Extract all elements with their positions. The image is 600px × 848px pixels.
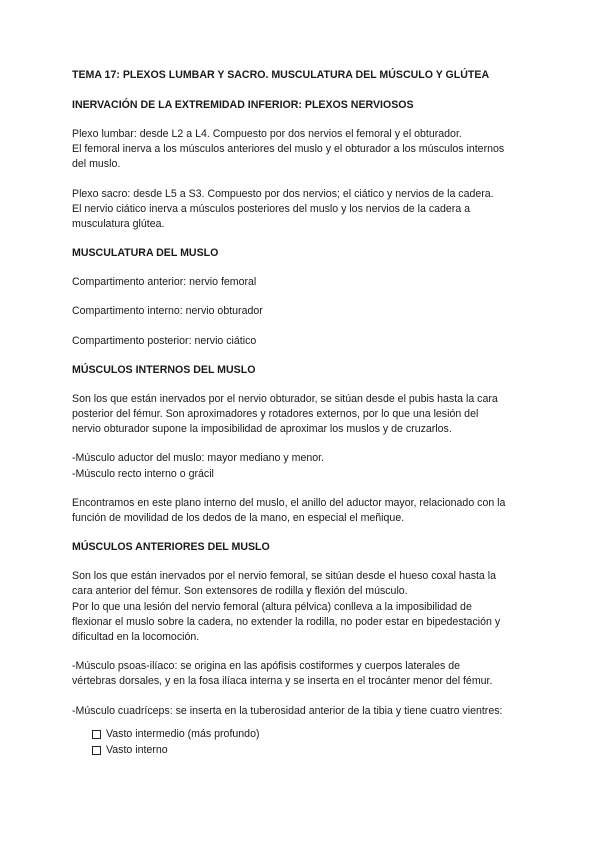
text-line: -Músculo psoas-ilíaco: se origina en las apófisis costiformes y cuerpos laterales de [72, 660, 461, 673]
text-line: -Músculo cuadríceps: se inserta en la tuberosidad anterior de la tibia y tiene cuatro vientres: [72, 704, 503, 717]
paragraph-psoas-iliaco [72, 659, 542, 689]
paragraph-compartimento-anterior [72, 275, 542, 290]
paragraph-internos-list [72, 451, 542, 481]
text-line: Compartimento anterior: nervio femoral [72, 276, 257, 289]
text-line: El nervio ciático inerva a músculos posteriores del muslo y los nervios de la cadera a [72, 202, 471, 215]
section-heading: MÚSCULOS INTERNOS DEL MUSLO [72, 363, 256, 376]
list-item-label: Vasto intermedio (más profundo) [106, 728, 260, 741]
text-line: posterior del fémur. Son aproximadores y rotadores externos, por lo que una lesión del [72, 408, 479, 421]
text-line: Plexo lumbar: desde L2 a L4. Compuesto por dos nervios el femoral y el obturador. [72, 128, 462, 140]
paragraph-anillo-aductor [72, 496, 542, 526]
text-line: -Músculo recto interno o grácil [72, 467, 214, 480]
paragraph-compartimento-interno [72, 304, 542, 319]
text-line: Por lo que una lesión del nervio femoral (altura pélvica) conlleva a la imposibilidad de [72, 600, 472, 613]
text-line: El femoral inerva a los músculos anteriores del muslo y el obturador a los músculos internos [72, 143, 505, 156]
list-item-label: Vasto interno [106, 744, 168, 757]
vastos-checklist [72, 727, 542, 759]
text-line: cara anterior del fémur. Son extensores de rodilla y flexión del músculo. [72, 585, 408, 598]
text-line: nervio obturador supone la imposibilidad de aproximar los muslos y de cruzarlos. [72, 423, 452, 436]
checkbox-icon [92, 746, 101, 755]
text-line: Plexo sacro: desde L5 a S3. Compuesto por dos nervios; el ciático y nervios de la cadera. [72, 187, 494, 200]
text-line: Compartimento posterior: nervio ciático [72, 334, 257, 347]
checkbox-icon [92, 730, 101, 739]
list-item [92, 727, 542, 743]
text-line: dificultad en la locomoción. [72, 631, 200, 644]
paragraph-compartimento-posterior [72, 334, 542, 349]
document-page [72, 68, 542, 759]
document-title: TEMA 17: PLEXOS LUMBAR Y SACRO. MUSCULATURA DEL MÚSCULO Y GLÚTEA [72, 69, 490, 81]
section-heading: MUSCULATURA DEL MUSLO [72, 247, 219, 260]
text-line: Son los que están inervados por el nervio obturador, se sitúan desde el pubis hasta la cara [72, 392, 498, 405]
text-line: Son los que están inervados por el nervio femoral, se sitúan desde el hueso coxal hasta la [72, 570, 497, 583]
text-line: función de movilidad de los dedos de la mano, en especial el meñique. [72, 512, 405, 525]
paragraph-plexo-lumbar [72, 127, 542, 173]
text-line: vértebras dorsales, y en la fosa ilíaca interna y se inserta en el trocánter menor del fémur. [72, 675, 493, 688]
paragraph-anteriores-intro [72, 569, 542, 645]
text-line: del muslo. [72, 158, 121, 171]
text-line: Encontramos en este plano interno del muslo, el anillo del aductor mayor, relacionado con la [72, 496, 506, 509]
text-line: Compartimento interno: nervio obturador [72, 305, 263, 318]
text-line: flexionar el muslo sobre la cadera, no extender la rodilla, no poder estar en bipedestación y [72, 615, 501, 628]
paragraph-internos-intro [72, 392, 542, 438]
section-heading: INERVACIÓN DE LA EXTREMIDAD INFERIOR: PLEXOS NERVIOSOS [72, 99, 414, 111]
section-heading: MÚSCULOS ANTERIORES DEL MUSLO [72, 541, 270, 554]
text-line: -Músculo aductor del muslo: mayor mediano y menor. [72, 452, 325, 465]
paragraph-plexo-sacro [72, 187, 542, 233]
list-item [92, 743, 542, 759]
paragraph-cuadriceps [72, 704, 542, 719]
text-line: musculatura glútea. [72, 218, 165, 231]
